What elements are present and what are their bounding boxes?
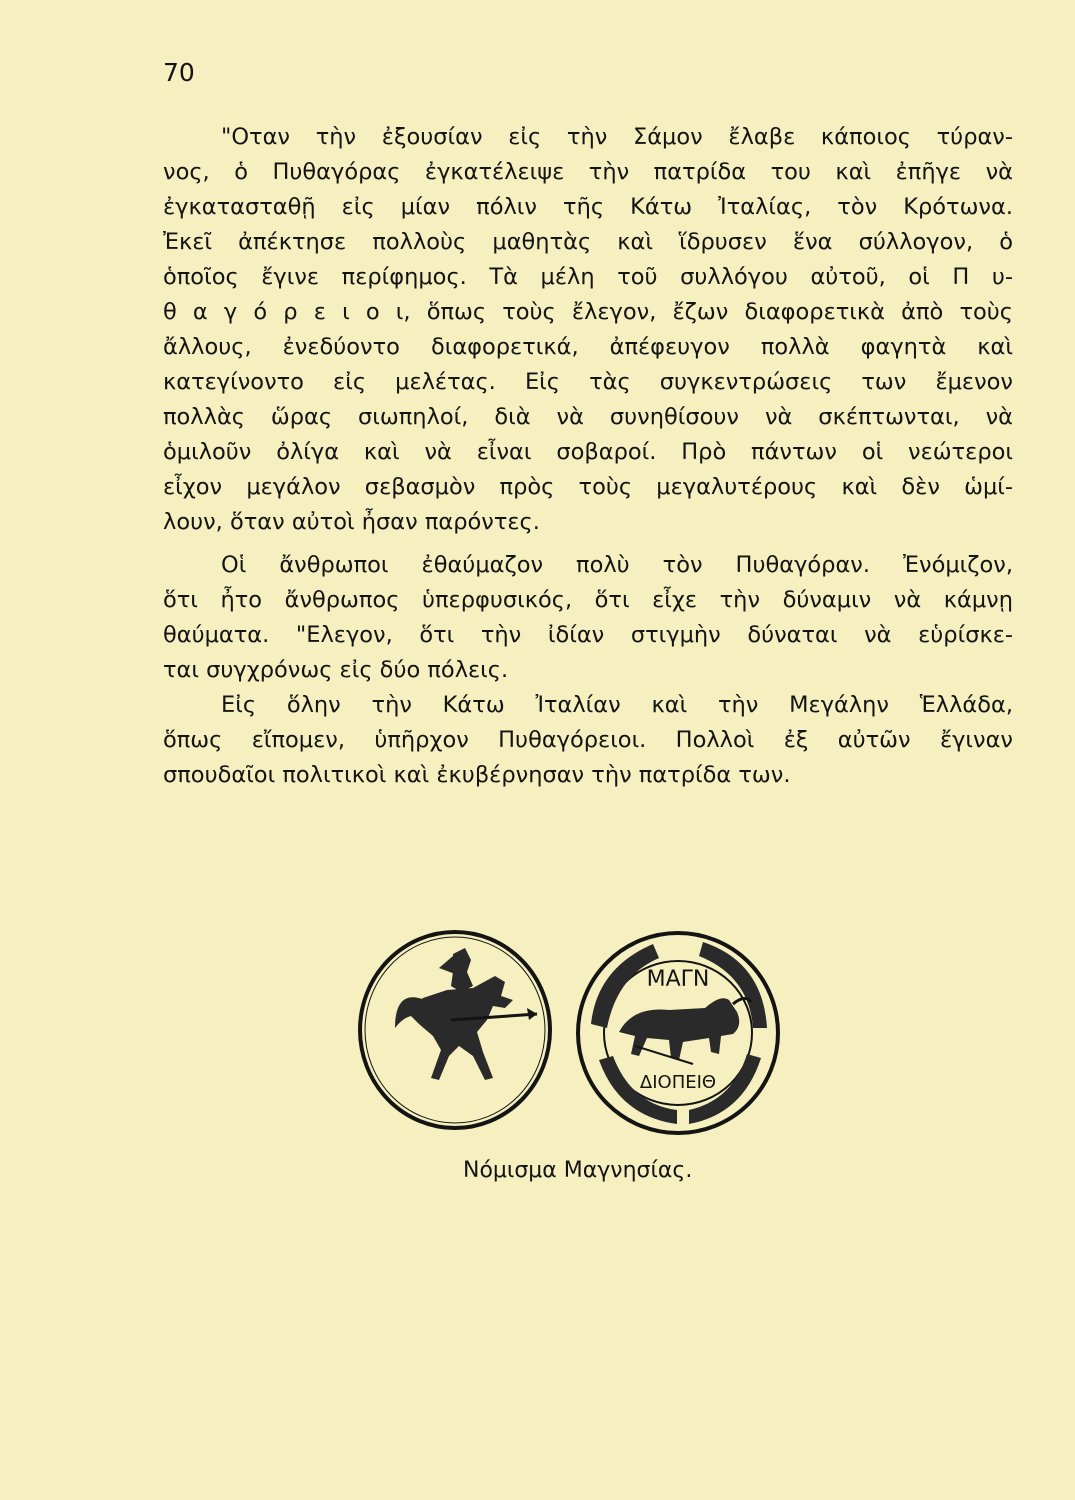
text-line: Εἰς ὅλην τὴν Κάτω Ἰταλίαν καὶ τὴν Μεγάλην Ἑλλάδα, [221, 692, 1013, 718]
text-line: ὅτι ἦτο ἄνθρωπος ὑπερφυσικός, ὅτι εἶχε τὴν δύναμιν νὰ κάμνῃ [163, 587, 1013, 613]
text-line: εἶχον μεγάλον σεβασμὸν πρὸς τοὺς μεγαλυτέρους καὶ δὲν ὡμί- [163, 474, 1013, 500]
figure-caption: Νόμισμα Μαγνησίας. [463, 1158, 693, 1183]
paragraph-1 [163, 120, 1013, 540]
text-line: θαύματα. "Ελεγον, ὅτι τὴν ἰδίαν στιγμὴν δύναται νὰ εὑρίσκε- [163, 622, 1013, 648]
coin-legend-bottom: ΔΙΟΠΕΙΘ [639, 1072, 717, 1093]
page-number: 70 [163, 58, 195, 87]
text-line: λουν, ὅταν αὐτοὶ ἦσαν παρόντες. [163, 509, 540, 535]
text-line: ὁποῖος ἔγινε περίφημος. Τὰ μέλη τοῦ συλλόγου αὐτοῦ, οἱ Π υ- [163, 264, 1013, 290]
horseman-coin-icon [355, 928, 555, 1133]
text-line: σπουδαῖοι πολιτικοὶ καὶ ἐκυβέρνησαν τὴν πατρίδα των. [163, 762, 791, 788]
text-line: κατεγίνοντο εἰς μελέτας. Εἰς τὰς συγκεντρώσεις των ἔμενον [163, 369, 1013, 395]
text-line: ἄλλους, ἐνεδύοντο διαφορετικά, ἀπέφευγον πολλὰ φαγητὰ καὶ [163, 334, 1013, 360]
text-line: ὁμιλοῦν ὀλίγα καὶ νὰ εἶναι σοβαροί. Πρὸ πάντων οἱ νεώτεροι [163, 439, 1013, 465]
text-line: θ α γ ό ρ ε ι ο ι, ὅπως τοὺς ἔλεγον, ἔζων διαφορετικὰ ἀπὸ τοὺς [163, 299, 1013, 325]
text-line: ἐγκατασταθῇ εἰς μίαν πόλιν τῆς Κάτω Ἰταλίας, τὸν Κρότωνα. [163, 194, 1013, 220]
text-line: Ἐκεῖ ἀπέκτησε πολλοὺς μαθητὰς καὶ ἵδρυσεν ἕνα σύλλογον, ὁ [163, 229, 1013, 255]
paragraph-2 [163, 548, 1013, 688]
text-line: "Οταν τὴν ἐξουσίαν εἰς τὴν Σάμον ἔλαβε κάποιος τύραν- [221, 124, 1013, 150]
paragraph-3 [163, 688, 1013, 793]
bull-coin-icon [573, 928, 783, 1138]
text-line: πολλὰς ὥρας σιωπηλοί, διὰ νὰ συνηθίσουν νὰ σκέπτωνται, νὰ [163, 404, 1013, 430]
text-line: Οἱ ἄνθρωποι ἐθαύμαζον πολὺ τὸν Πυθαγόραν. Ἐνόμιζον, [221, 552, 1013, 578]
coin-figure [355, 928, 785, 1138]
coin-legend-top: ΜΑΓΝ [646, 967, 710, 992]
text-line: νος, ὁ Πυθαγόρας ἐγκατέλειψε τὴν πατρίδα του καὶ ἐπῆγε νὰ [163, 159, 1013, 185]
text-line: ται συγχρόνως εἰς δύο πόλεις. [163, 657, 509, 683]
text-line: ὅπως εἴπομεν, ὑπῆρχον Πυθαγόρειοι. Πολλοὶ ἐξ αὐτῶν ἔγιναν [163, 727, 1013, 753]
